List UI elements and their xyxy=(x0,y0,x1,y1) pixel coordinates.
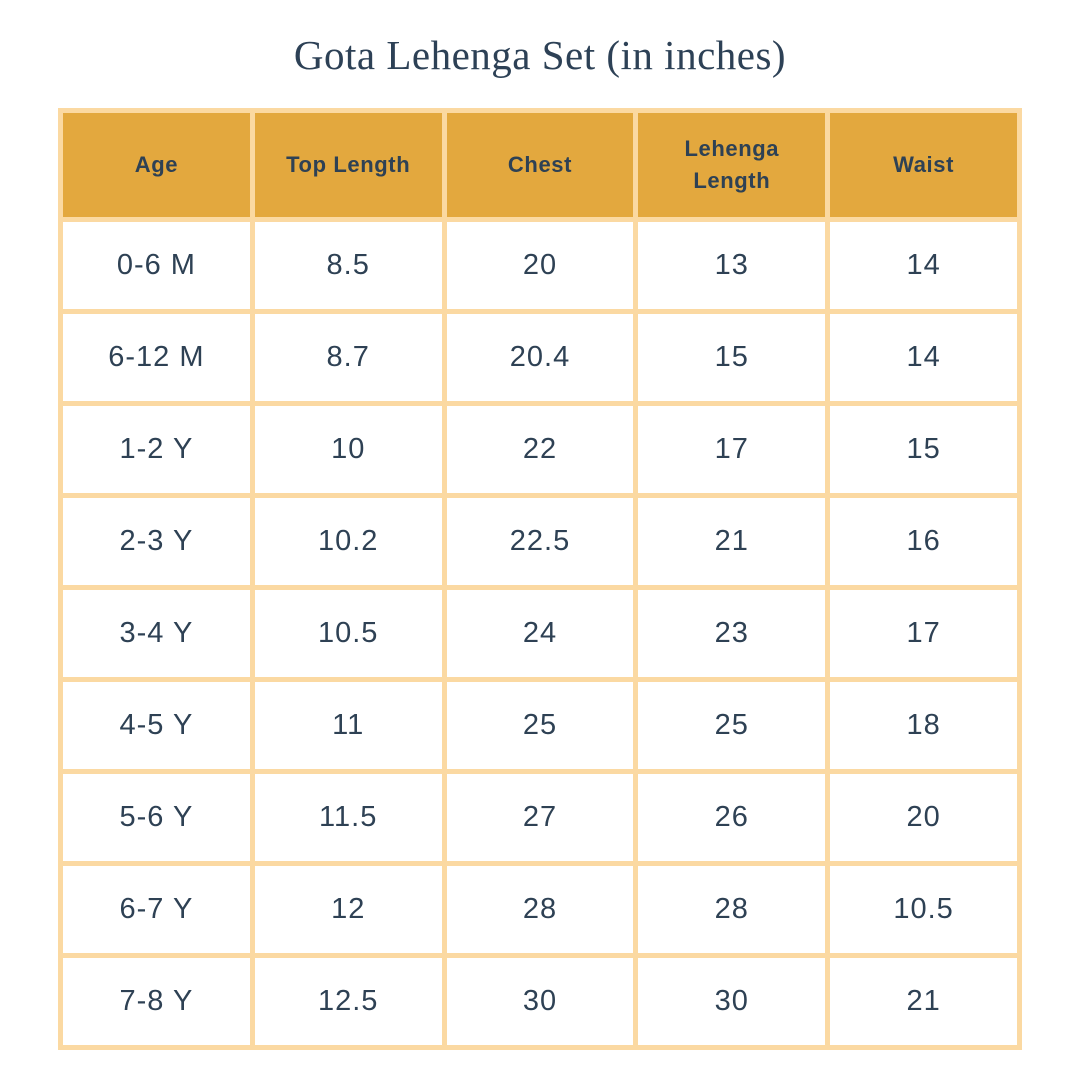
age-cell: 6-7 Y xyxy=(61,864,253,956)
column-header: Age xyxy=(61,111,253,220)
value-cell: 17 xyxy=(828,588,1020,680)
value-cell: 17 xyxy=(636,404,828,496)
age-cell: 1-2 Y xyxy=(61,404,253,496)
table-row xyxy=(61,496,1020,588)
value-cell: 30 xyxy=(636,956,828,1048)
column-header: Top Length xyxy=(252,111,444,220)
value-cell: 10.5 xyxy=(828,864,1020,956)
age-cell: 3-4 Y xyxy=(61,588,253,680)
table-row xyxy=(61,680,1020,772)
value-cell: 14 xyxy=(828,220,1020,312)
value-cell: 21 xyxy=(828,956,1020,1048)
value-cell: 28 xyxy=(636,864,828,956)
column-header: Lehenga Length xyxy=(636,111,828,220)
table-row xyxy=(61,772,1020,864)
value-cell: 11.5 xyxy=(252,772,444,864)
table-body xyxy=(61,220,1020,1048)
table-row xyxy=(61,864,1020,956)
age-cell: 0-6 M xyxy=(61,220,253,312)
value-cell: 21 xyxy=(636,496,828,588)
value-cell: 10.2 xyxy=(252,496,444,588)
value-cell: 10 xyxy=(252,404,444,496)
table-row xyxy=(61,312,1020,404)
value-cell: 28 xyxy=(444,864,636,956)
value-cell: 13 xyxy=(636,220,828,312)
value-cell: 15 xyxy=(828,404,1020,496)
value-cell: 18 xyxy=(828,680,1020,772)
age-cell: 7-8 Y xyxy=(61,956,253,1048)
value-cell: 8.7 xyxy=(252,312,444,404)
value-cell: 23 xyxy=(636,588,828,680)
value-cell: 20.4 xyxy=(444,312,636,404)
value-cell: 22 xyxy=(444,404,636,496)
page-title: Gota Lehenga Set (in inches) xyxy=(293,32,787,78)
value-cell: 11 xyxy=(252,680,444,772)
value-cell: 25 xyxy=(444,680,636,772)
table-head xyxy=(61,111,1020,220)
value-cell: 14 xyxy=(828,312,1020,404)
value-cell: 24 xyxy=(444,588,636,680)
value-cell: 27 xyxy=(444,772,636,864)
value-cell: 8.5 xyxy=(252,220,444,312)
size-chart-table xyxy=(58,108,1022,1050)
value-cell: 20 xyxy=(828,772,1020,864)
header-row xyxy=(61,111,1020,220)
value-cell: 30 xyxy=(444,956,636,1048)
table-row xyxy=(61,956,1020,1048)
table-row xyxy=(61,404,1020,496)
age-cell: 5-6 Y xyxy=(61,772,253,864)
table-row xyxy=(61,220,1020,312)
value-cell: 26 xyxy=(636,772,828,864)
column-header: Waist xyxy=(828,111,1020,220)
table-row xyxy=(61,588,1020,680)
value-cell: 16 xyxy=(828,496,1020,588)
value-cell: 22.5 xyxy=(444,496,636,588)
age-cell: 2-3 Y xyxy=(61,496,253,588)
value-cell: 10.5 xyxy=(252,588,444,680)
value-cell: 12.5 xyxy=(252,956,444,1048)
age-cell: 4-5 Y xyxy=(61,680,253,772)
value-cell: 12 xyxy=(252,864,444,956)
value-cell: 15 xyxy=(636,312,828,404)
value-cell: 20 xyxy=(444,220,636,312)
age-cell: 6-12 M xyxy=(61,312,253,404)
value-cell: 25 xyxy=(636,680,828,772)
column-header: Chest xyxy=(444,111,636,220)
